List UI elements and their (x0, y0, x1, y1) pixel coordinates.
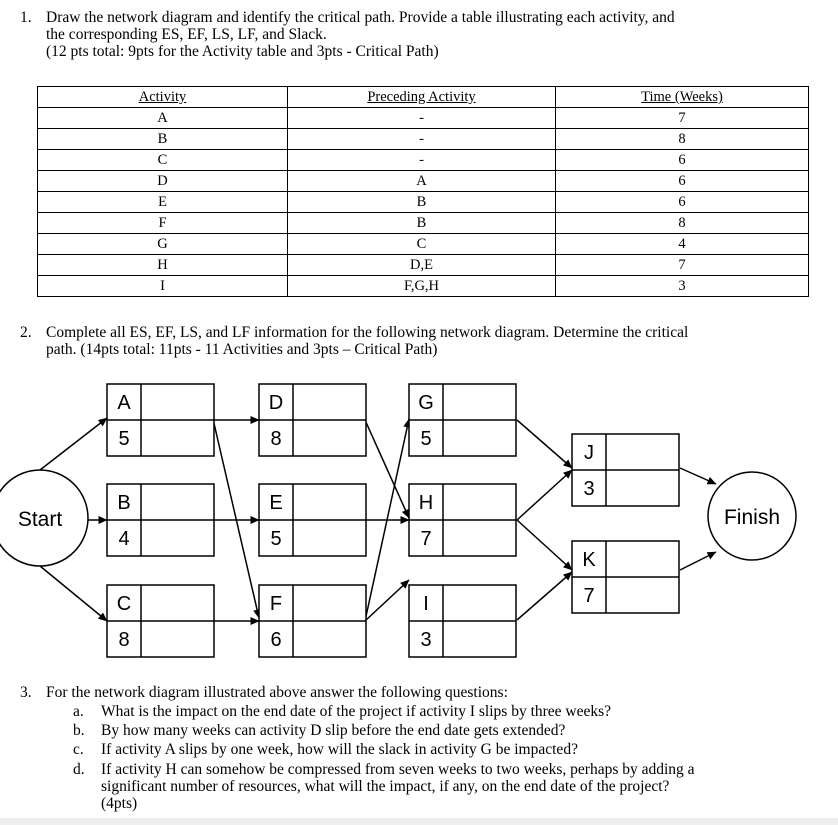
table-header-row (38, 87, 809, 108)
cell-time: 3 (556, 276, 809, 297)
question-1-number: 1. (20, 9, 32, 26)
activity-node-g (409, 384, 516, 456)
activity-node-b (107, 484, 214, 556)
cell-preceding: F,G,H (288, 276, 556, 297)
node-label: J (584, 442, 594, 464)
question-1-line-3: (12 pts total: 9pts for the Activity table and 3pts - Critical Path) (46, 43, 439, 60)
table-row (38, 276, 809, 297)
activity-node-h (409, 484, 516, 556)
question-3-intro: For the network diagram illustrated above answer the following questions: (46, 684, 508, 701)
arrow-g-j (517, 420, 572, 468)
activity-table (37, 86, 809, 297)
question-3b-text: By how many weeks can activity D slip before the end date gets extended? (101, 722, 566, 739)
header-activity: Activity (38, 87, 288, 108)
activity-node-c (107, 585, 214, 657)
node-label: E (269, 492, 283, 514)
cell-activity: A (38, 108, 288, 129)
question-3d-label: d. (73, 761, 85, 778)
table-row (38, 255, 809, 276)
table-row (38, 108, 809, 129)
node-label: C (116, 593, 132, 615)
node-time: 5 (420, 428, 432, 450)
table-row (38, 192, 809, 213)
header-time-weeks: Time (Weeks) (556, 87, 809, 108)
question-3b-label: b. (73, 722, 85, 739)
finish-node (708, 472, 796, 560)
cell-time: 7 (556, 108, 809, 129)
question-3a-label: a. (73, 703, 84, 720)
cell-time: 4 (556, 234, 809, 255)
cell-time: 8 (556, 129, 809, 150)
question-3-number: 3. (20, 684, 32, 701)
table-row (38, 171, 809, 192)
cell-time: 7 (556, 255, 809, 276)
cell-preceding: - (288, 108, 556, 129)
arrow-a-f (213, 419, 259, 618)
arrow-start-a (40, 418, 107, 470)
activity-node-e (259, 484, 366, 556)
arrow-j-finish (680, 468, 716, 484)
table-row (38, 234, 809, 255)
question-2-line-2: path. (14pts total: 11pts - 11 Activities and 3pts – Critical Path) (46, 341, 438, 358)
activity-node-d (259, 384, 366, 456)
cell-activity: D (38, 171, 288, 192)
finish-label: Finish (723, 506, 781, 529)
start-node (0, 470, 88, 566)
cell-time: 6 (556, 171, 809, 192)
cell-activity: E (38, 192, 288, 213)
question-3a (73, 703, 813, 720)
arrow-k-finish (680, 552, 716, 570)
question-3c (73, 741, 813, 758)
node-time: 7 (420, 528, 432, 550)
cell-activity: B (38, 129, 288, 150)
node-time: 6 (270, 629, 282, 651)
node-label: G (418, 392, 434, 414)
question-2-number: 2. (20, 324, 32, 341)
node-label: B (117, 492, 131, 514)
cell-preceding: B (288, 213, 556, 234)
node-label: A (117, 392, 131, 414)
arrow-h-k (517, 520, 572, 570)
question-2 (20, 324, 820, 358)
cell-preceding: A (288, 171, 556, 192)
question-3d-line-3: (4pts) (101, 795, 138, 812)
node-label: F (269, 593, 283, 615)
question-3d (73, 761, 813, 812)
question-1 (20, 9, 820, 60)
activity-node-f (259, 585, 366, 657)
question-3d-line-2: significant number of resources, what will the impact, if any, on the end date of the project? (101, 778, 670, 795)
network-diagram (0, 370, 838, 675)
cell-time: 6 (556, 150, 809, 171)
node-label: I (423, 593, 429, 615)
question-1-line-2: the corresponding ES, EF, LS, LF, and Slack. (46, 26, 327, 43)
cell-preceding: - (288, 150, 556, 171)
question-3c-text: If activity A slips by one week, how will the slack in activity G be impacted? (101, 741, 578, 758)
activity-node-j (572, 434, 679, 506)
question-1-line-1: Draw the network diagram and identify the critical path. Provide a table illustrating each activity, and (46, 9, 675, 26)
cell-preceding: - (288, 129, 556, 150)
activity-node-i (409, 585, 516, 657)
node-time: 5 (270, 528, 282, 550)
page-bottom-strip (0, 818, 838, 825)
question-3b (73, 722, 813, 739)
cell-preceding: C (288, 234, 556, 255)
start-label: Start (17, 508, 63, 531)
node-time: 4 (118, 528, 130, 550)
node-label: K (582, 549, 596, 571)
cell-time: 8 (556, 213, 809, 234)
cell-preceding: B (288, 192, 556, 213)
activity-node-k (572, 541, 679, 613)
node-time: 3 (583, 478, 595, 500)
cell-preceding: D,E (288, 255, 556, 276)
node-label: D (268, 392, 284, 414)
cell-activity: I (38, 276, 288, 297)
node-time: 8 (118, 629, 130, 651)
node-time: 8 (270, 428, 282, 450)
table-row (38, 213, 809, 234)
node-time: 5 (118, 428, 130, 450)
cell-activity: F (38, 213, 288, 234)
table-row (38, 150, 809, 171)
question-3a-text: What is the impact on the end date of the project if activity I slips by three weeks? (101, 703, 612, 720)
cell-activity: G (38, 234, 288, 255)
arrow-i-k (517, 572, 572, 620)
table-row (38, 129, 809, 150)
arrow-d-h (365, 420, 409, 518)
arrow-start-c (40, 566, 107, 621)
cell-time: 6 (556, 192, 809, 213)
arrow-f-i (365, 580, 409, 621)
question-3 (20, 684, 820, 701)
node-time: 3 (420, 629, 432, 651)
question-3c-label: c. (73, 741, 84, 758)
activity-node-a (107, 384, 214, 456)
node-label: H (418, 492, 434, 514)
question-2-line-1: Complete all ES, EF, LS, and LF information for the following network diagram. Determine the critical (46, 324, 689, 341)
question-3d-line-1: If activity H can somehow be compressed from seven weeks to two weeks, perhaps by adding a (101, 761, 695, 778)
node-time: 7 (583, 585, 595, 607)
cell-activity: C (38, 150, 288, 171)
header-preceding-activity: Preceding Activity (288, 87, 556, 108)
arrow-h-j (517, 470, 572, 520)
cell-activity: H (38, 255, 288, 276)
